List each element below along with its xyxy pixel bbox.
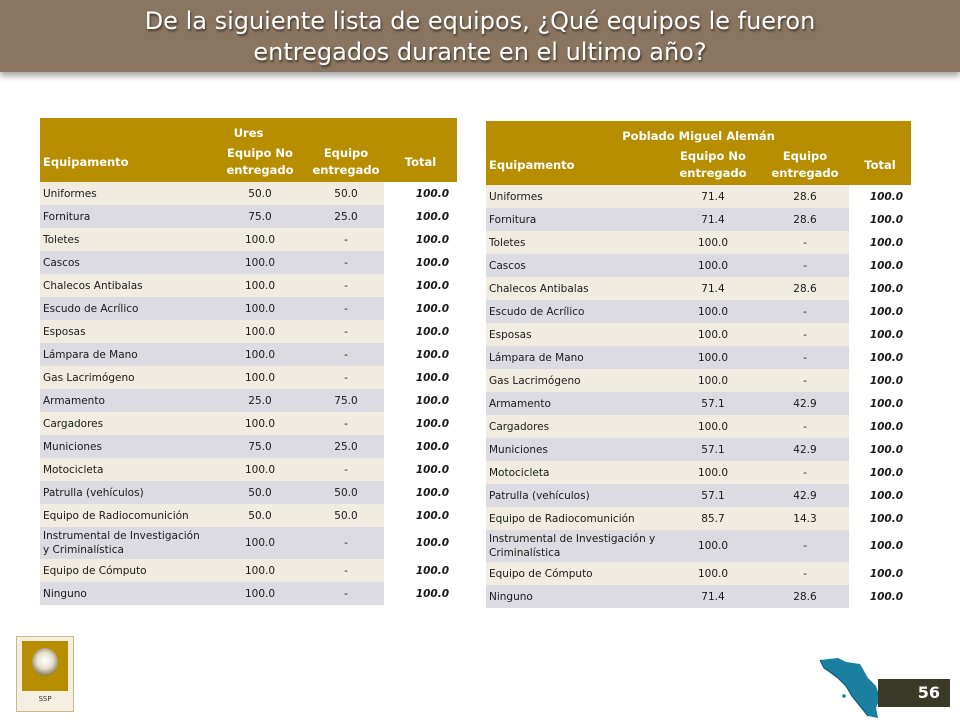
row-label: Municiones xyxy=(486,438,665,461)
total-value: 100.0 xyxy=(849,461,911,484)
not-delivered-value: 100.0 xyxy=(665,415,761,438)
delivered-value: 42.9 xyxy=(761,438,849,461)
total-value: 100.0 xyxy=(849,254,911,277)
not-delivered-value: 100.0 xyxy=(665,231,761,254)
delivered-value: - xyxy=(761,461,849,484)
table-row xyxy=(486,277,911,300)
col-header-not-delivered xyxy=(665,145,761,185)
row-label: Gas Lacrimógeno xyxy=(486,369,665,392)
total-value: 100.0 xyxy=(384,527,457,559)
not-delivered-value: 50.0 xyxy=(212,504,308,527)
row-label: Ninguno xyxy=(40,582,212,605)
row-label: Equipo de Radiocomunición xyxy=(40,504,212,527)
total-value: 100.0 xyxy=(849,277,911,300)
delivered-value: - xyxy=(761,323,849,346)
not-delivered-value: 100.0 xyxy=(212,366,308,389)
table-row xyxy=(40,297,457,320)
row-label: Escudo de Acrílico xyxy=(40,297,212,320)
not-delivered-value: 100.0 xyxy=(212,527,308,559)
table-row xyxy=(40,228,457,251)
not-delivered-value: 57.1 xyxy=(665,392,761,415)
table-row xyxy=(40,412,457,435)
table-row xyxy=(40,481,457,504)
col-header-line: Equipo xyxy=(323,146,369,160)
state-map-icon xyxy=(816,656,886,720)
delivered-value: - xyxy=(308,251,384,274)
total-value: 100.0 xyxy=(849,369,911,392)
table-body xyxy=(486,185,911,608)
total-value: 100.0 xyxy=(849,208,911,231)
delivered-value: 25.0 xyxy=(308,435,384,458)
not-delivered-value: 25.0 xyxy=(212,389,308,412)
row-label: Municiones xyxy=(40,435,212,458)
total-value: 100.0 xyxy=(384,435,457,458)
total-value: 100.0 xyxy=(849,392,911,415)
ssp-logo xyxy=(16,636,74,712)
not-delivered-value: 57.1 xyxy=(665,484,761,507)
delivered-value: 28.6 xyxy=(761,277,849,300)
total-value: 100.0 xyxy=(849,438,911,461)
title-bar xyxy=(0,0,960,72)
delivered-value: - xyxy=(308,412,384,435)
total-value: 100.0 xyxy=(384,559,457,582)
not-delivered-value: 75.0 xyxy=(212,435,308,458)
table-row xyxy=(486,208,911,231)
total-value: 100.0 xyxy=(849,585,911,608)
delivered-value: - xyxy=(308,320,384,343)
table-row xyxy=(40,205,457,228)
not-delivered-value: 100.0 xyxy=(212,458,308,481)
col-header-total: Total xyxy=(384,142,457,182)
total-value: 100.0 xyxy=(384,205,457,228)
not-delivered-value: 100.0 xyxy=(212,320,308,343)
row-label: Uniformes xyxy=(486,185,665,208)
table-row xyxy=(486,346,911,369)
title-line-2: entregados durante en el ultimo año? xyxy=(253,38,707,66)
not-delivered-value: 100.0 xyxy=(212,343,308,366)
delivered-value: - xyxy=(308,582,384,605)
row-label: Uniformes xyxy=(40,182,212,205)
delivered-value: 28.6 xyxy=(761,208,849,231)
not-delivered-value: 100.0 xyxy=(665,562,761,585)
table-row xyxy=(486,300,911,323)
total-value: 100.0 xyxy=(384,251,457,274)
row-label: Equipo de Cómputo xyxy=(486,562,665,585)
not-delivered-value: 100.0 xyxy=(212,412,308,435)
col-header-delivered xyxy=(308,142,384,182)
delivered-value: - xyxy=(761,369,849,392)
not-delivered-value: 75.0 xyxy=(212,205,308,228)
total-value: 100.0 xyxy=(384,274,457,297)
ures-table xyxy=(40,118,457,605)
delivered-value: - xyxy=(761,346,849,369)
delivered-value: 75.0 xyxy=(308,389,384,412)
total-value: 100.0 xyxy=(384,504,457,527)
table-row xyxy=(486,562,911,585)
row-label: Cascos xyxy=(486,254,665,277)
total-value: 100.0 xyxy=(384,582,457,605)
col-header-line: entregado xyxy=(771,166,839,180)
table-row xyxy=(486,392,911,415)
total-value: 100.0 xyxy=(849,530,911,562)
not-delivered-value: 100.0 xyxy=(212,559,308,582)
not-delivered-value: 100.0 xyxy=(665,369,761,392)
table-row xyxy=(40,458,457,481)
delivered-value: - xyxy=(761,254,849,277)
row-label: Equipo de Radiocomunición xyxy=(486,507,665,530)
not-delivered-value: 100.0 xyxy=(212,297,308,320)
delivered-value: - xyxy=(308,297,384,320)
page-number: 56 xyxy=(917,683,940,702)
table-row xyxy=(40,389,457,412)
not-delivered-value: 71.4 xyxy=(665,585,761,608)
not-delivered-value: 100.0 xyxy=(665,530,761,562)
col-header-line: Equipo No xyxy=(680,149,746,163)
not-delivered-value: 85.7 xyxy=(665,507,761,530)
col-header-delivered xyxy=(761,145,849,185)
total-value: 100.0 xyxy=(384,481,457,504)
table-row xyxy=(40,435,457,458)
delivered-value: - xyxy=(308,366,384,389)
row-label: Armamento xyxy=(486,392,665,415)
col-header-total: Total xyxy=(849,145,911,185)
total-value: 100.0 xyxy=(849,323,911,346)
total-value: 100.0 xyxy=(849,185,911,208)
title-line-1: De la siguiente lista de equipos, ¿Qué equipos le fueron xyxy=(144,7,816,35)
not-delivered-value: 71.4 xyxy=(665,277,761,300)
row-label: Lámpara de Mano xyxy=(40,343,212,366)
col-header-line: Equipo No xyxy=(227,146,293,160)
total-value: 100.0 xyxy=(849,507,911,530)
col-header-line: entregado xyxy=(312,163,380,177)
row-label: Chalecos Antibalas xyxy=(486,277,665,300)
total-value: 100.0 xyxy=(384,412,457,435)
not-delivered-value: 71.4 xyxy=(665,208,761,231)
row-label: Fornitura xyxy=(486,208,665,231)
delivered-value: - xyxy=(761,415,849,438)
row-label: Cargadores xyxy=(486,415,665,438)
not-delivered-value: 100.0 xyxy=(665,346,761,369)
not-delivered-value: 50.0 xyxy=(212,481,308,504)
logo-badge xyxy=(22,641,68,691)
row-label: Esposas xyxy=(40,320,212,343)
not-delivered-value: 100.0 xyxy=(665,300,761,323)
row-label: Motocicleta xyxy=(40,458,212,481)
total-value: 100.0 xyxy=(384,343,457,366)
total-value: 100.0 xyxy=(849,415,911,438)
logo-label: SSP xyxy=(38,695,52,703)
total-value: 100.0 xyxy=(384,320,457,343)
total-value: 100.0 xyxy=(849,300,911,323)
delivered-value: - xyxy=(761,530,849,562)
col-header-line: entregado xyxy=(226,163,294,177)
col-header-equipment: Equipamento xyxy=(486,145,665,185)
table-row xyxy=(486,323,911,346)
delivered-value: - xyxy=(308,559,384,582)
row-label: Instrumental de Investigación y Criminalística xyxy=(40,527,212,559)
delivered-value: - xyxy=(308,458,384,481)
total-value: 100.0 xyxy=(849,231,911,254)
row-label: Ninguno xyxy=(486,585,665,608)
delivered-value: - xyxy=(308,527,384,559)
row-label: Gas Lacrimógeno xyxy=(40,366,212,389)
delivered-value: - xyxy=(308,274,384,297)
table-row xyxy=(486,530,911,562)
table-row xyxy=(40,559,457,582)
poblado-miguel-aleman-table xyxy=(486,121,911,608)
row-label: Escudo de Acrílico xyxy=(486,300,665,323)
not-delivered-value: 71.4 xyxy=(665,185,761,208)
delivered-value: 50.0 xyxy=(308,481,384,504)
row-label: Chalecos Antibalas xyxy=(40,274,212,297)
delivered-value: 28.6 xyxy=(761,185,849,208)
not-delivered-value: 100.0 xyxy=(212,274,308,297)
total-value: 100.0 xyxy=(849,346,911,369)
table-row xyxy=(40,582,457,605)
not-delivered-value: 100.0 xyxy=(665,254,761,277)
row-label: Armamento xyxy=(40,389,212,412)
table-row xyxy=(40,320,457,343)
table-row xyxy=(486,438,911,461)
not-delivered-value: 100.0 xyxy=(665,461,761,484)
map-shape xyxy=(820,658,880,718)
row-label: Equipo de Cómputo xyxy=(40,559,212,582)
table-row xyxy=(486,585,911,608)
row-label: Cascos xyxy=(40,251,212,274)
delivered-value: 42.9 xyxy=(761,392,849,415)
row-label: Toletes xyxy=(40,228,212,251)
table-row xyxy=(486,507,911,530)
not-delivered-value: 100.0 xyxy=(212,582,308,605)
table-row xyxy=(486,369,911,392)
total-value: 100.0 xyxy=(849,484,911,507)
total-value: 100.0 xyxy=(384,297,457,320)
table-caption: Poblado Miguel Alemán xyxy=(486,121,911,145)
delivered-value: - xyxy=(308,228,384,251)
table-row xyxy=(486,185,911,208)
table-body xyxy=(40,182,457,605)
row-label: Instrumental de Investigación y Criminalística xyxy=(486,530,665,562)
table-caption: Ures xyxy=(40,118,457,142)
row-label: Patrulla (vehículos) xyxy=(40,481,212,504)
row-label: Cargadores xyxy=(40,412,212,435)
total-value: 100.0 xyxy=(384,228,457,251)
delivered-value: 50.0 xyxy=(308,504,384,527)
delivered-value: 14.3 xyxy=(761,507,849,530)
not-delivered-value: 100.0 xyxy=(665,323,761,346)
total-value: 100.0 xyxy=(384,389,457,412)
col-header-line: entregado xyxy=(679,166,747,180)
col-header-line: Equipo xyxy=(782,149,828,163)
col-header-equipment: Equipamento xyxy=(40,142,212,182)
row-label: Lámpara de Mano xyxy=(486,346,665,369)
total-value: 100.0 xyxy=(384,366,457,389)
row-label: Motocicleta xyxy=(486,461,665,484)
total-value: 100.0 xyxy=(384,458,457,481)
row-label: Patrulla (vehículos) xyxy=(486,484,665,507)
total-value: 100.0 xyxy=(849,562,911,585)
not-delivered-value: 100.0 xyxy=(212,251,308,274)
row-label: Toletes xyxy=(486,231,665,254)
table-row xyxy=(486,254,911,277)
col-header-not-delivered xyxy=(212,142,308,182)
not-delivered-value: 100.0 xyxy=(212,228,308,251)
row-label: Esposas xyxy=(486,323,665,346)
map-marker xyxy=(842,694,846,698)
delivered-value: 50.0 xyxy=(308,182,384,205)
table-row xyxy=(40,366,457,389)
delivered-value: 42.9 xyxy=(761,484,849,507)
page-title xyxy=(40,6,920,68)
delivered-value: 28.6 xyxy=(761,585,849,608)
delivered-value: - xyxy=(761,300,849,323)
row-label: Fornitura xyxy=(40,205,212,228)
table-row xyxy=(486,231,911,254)
not-delivered-value: 57.1 xyxy=(665,438,761,461)
table-row xyxy=(40,182,457,205)
table-row xyxy=(40,343,457,366)
table-row xyxy=(40,251,457,274)
delivered-value: 25.0 xyxy=(308,205,384,228)
delivered-value: - xyxy=(761,562,849,585)
delivered-value: - xyxy=(761,231,849,254)
table-row xyxy=(40,504,457,527)
not-delivered-value: 50.0 xyxy=(212,182,308,205)
table-row xyxy=(486,415,911,438)
table-row xyxy=(40,274,457,297)
table-row xyxy=(486,461,911,484)
table-row xyxy=(486,484,911,507)
table-row xyxy=(40,527,457,559)
page-number-box xyxy=(878,679,950,707)
total-value: 100.0 xyxy=(384,182,457,205)
delivered-value: - xyxy=(308,343,384,366)
seal-icon xyxy=(32,648,58,676)
